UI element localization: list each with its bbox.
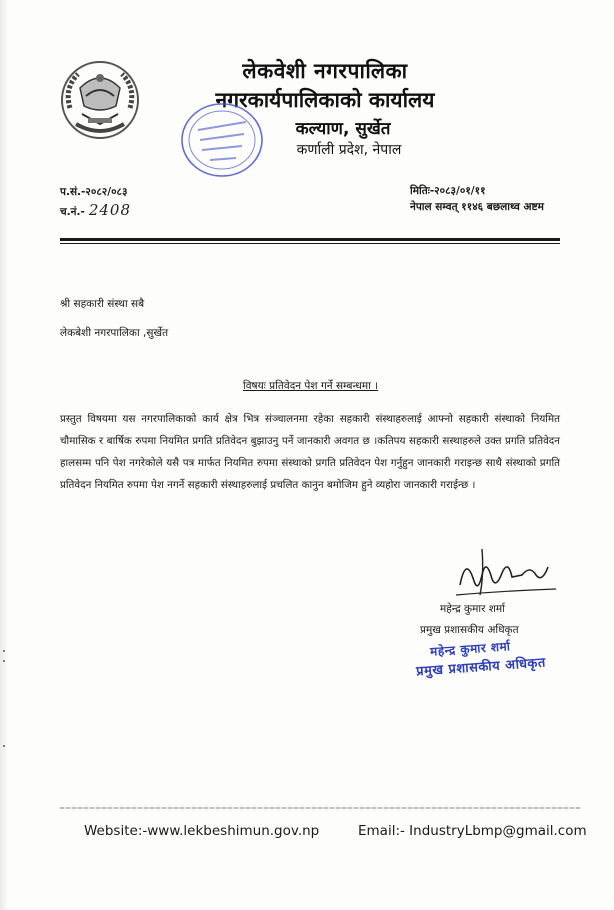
subject-line: विषयः प्रतिवेदन पेश गर्ने सम्बन्धमा ।	[243, 380, 379, 392]
footer-divider	[60, 807, 580, 809]
reference-cn-value: 2408	[88, 201, 132, 219]
recipient-line-2: लेकबेशी नगरपालिका ,सुर्खेत	[60, 327, 169, 339]
stamp-signer-title: प्रमुख प्रशासकीय अधिकृत	[415, 655, 547, 680]
footer-email: Email:- IndustryLbmp@gmail.com	[358, 823, 587, 839]
page-speck	[3, 745, 5, 747]
date-block	[410, 183, 544, 215]
reference-cn-line	[60, 201, 131, 221]
header-divider-thick	[60, 238, 560, 241]
reference-block	[60, 183, 131, 221]
nepal-sambat-line: नेपाल सम्वत् ११४६ बछलाथ्व अष्टम	[410, 201, 544, 213]
province-name: कर्णाली प्रदेश, नेपाल	[296, 142, 402, 158]
page-speck	[3, 660, 5, 662]
reference-ps: प.सं.-२०८२/०८३	[60, 186, 128, 198]
signature-scribble	[452, 545, 562, 600]
signer-name: महेन्द्र कुमार शर्मा	[440, 603, 505, 615]
letter-body: प्रस्तुत विषयमा यस नगरपालिकाको कार्य क्षेत्र भित्र संञ्चालनमा रहेका सहकारी संस्थाहरुलाई आफ्नो सहकारी संस्थाको नियमित चौमासिक र बार्षिक रुपमा नियमित प्रगति प्रतिवेदन बुझाउनु पर्ने जानकारी अवगत छ ।कतिपय सहकारी सस्थाहरुले उक्त प्रगति प्रतिवेदन हालसम्म पनि पेश नगरेकोले यसै पत्र मार्फत नियमित रुपमा संस्थाको प्रगति प्रतिवेदन पेश गर्नुहुन जानकारी गराइन्छ साथै संस्थाको प्रगति प्रतिवेदन नियमित रुपमा पेश नगर्ने सहकारी संस्थाहरुलाई प्रचलित कानुन बमोजिम हुने व्यहोरा जानकारी गराईन्छ ।	[60, 413, 560, 491]
page-edge-shadow	[0, 0, 8, 910]
office-name: नगरकार्यपालिकाको कार्यालय	[215, 88, 435, 112]
stamp-signer-name: महेन्द्र कुमार शर्मा	[429, 639, 511, 659]
municipality-name: लेकवेशी नगरपालिका	[242, 59, 408, 83]
header-divider-thin	[60, 243, 560, 244]
date-line: मितिः-२०८३/०१/११	[410, 185, 486, 197]
office-location: कल्याण, सुर्खेत	[295, 119, 391, 139]
footer-website: Website:-www.lekbeshimun.gov.np	[84, 823, 320, 839]
office-seal-icon	[178, 100, 270, 182]
recipient-line-1: श्री सहकारी संस्था सबै	[60, 298, 145, 310]
reference-cn-label: च.नं.-	[60, 206, 85, 218]
page-speck	[3, 650, 5, 652]
signer-title: प्रमुख प्रशासकीय अधिकृत	[420, 624, 519, 636]
